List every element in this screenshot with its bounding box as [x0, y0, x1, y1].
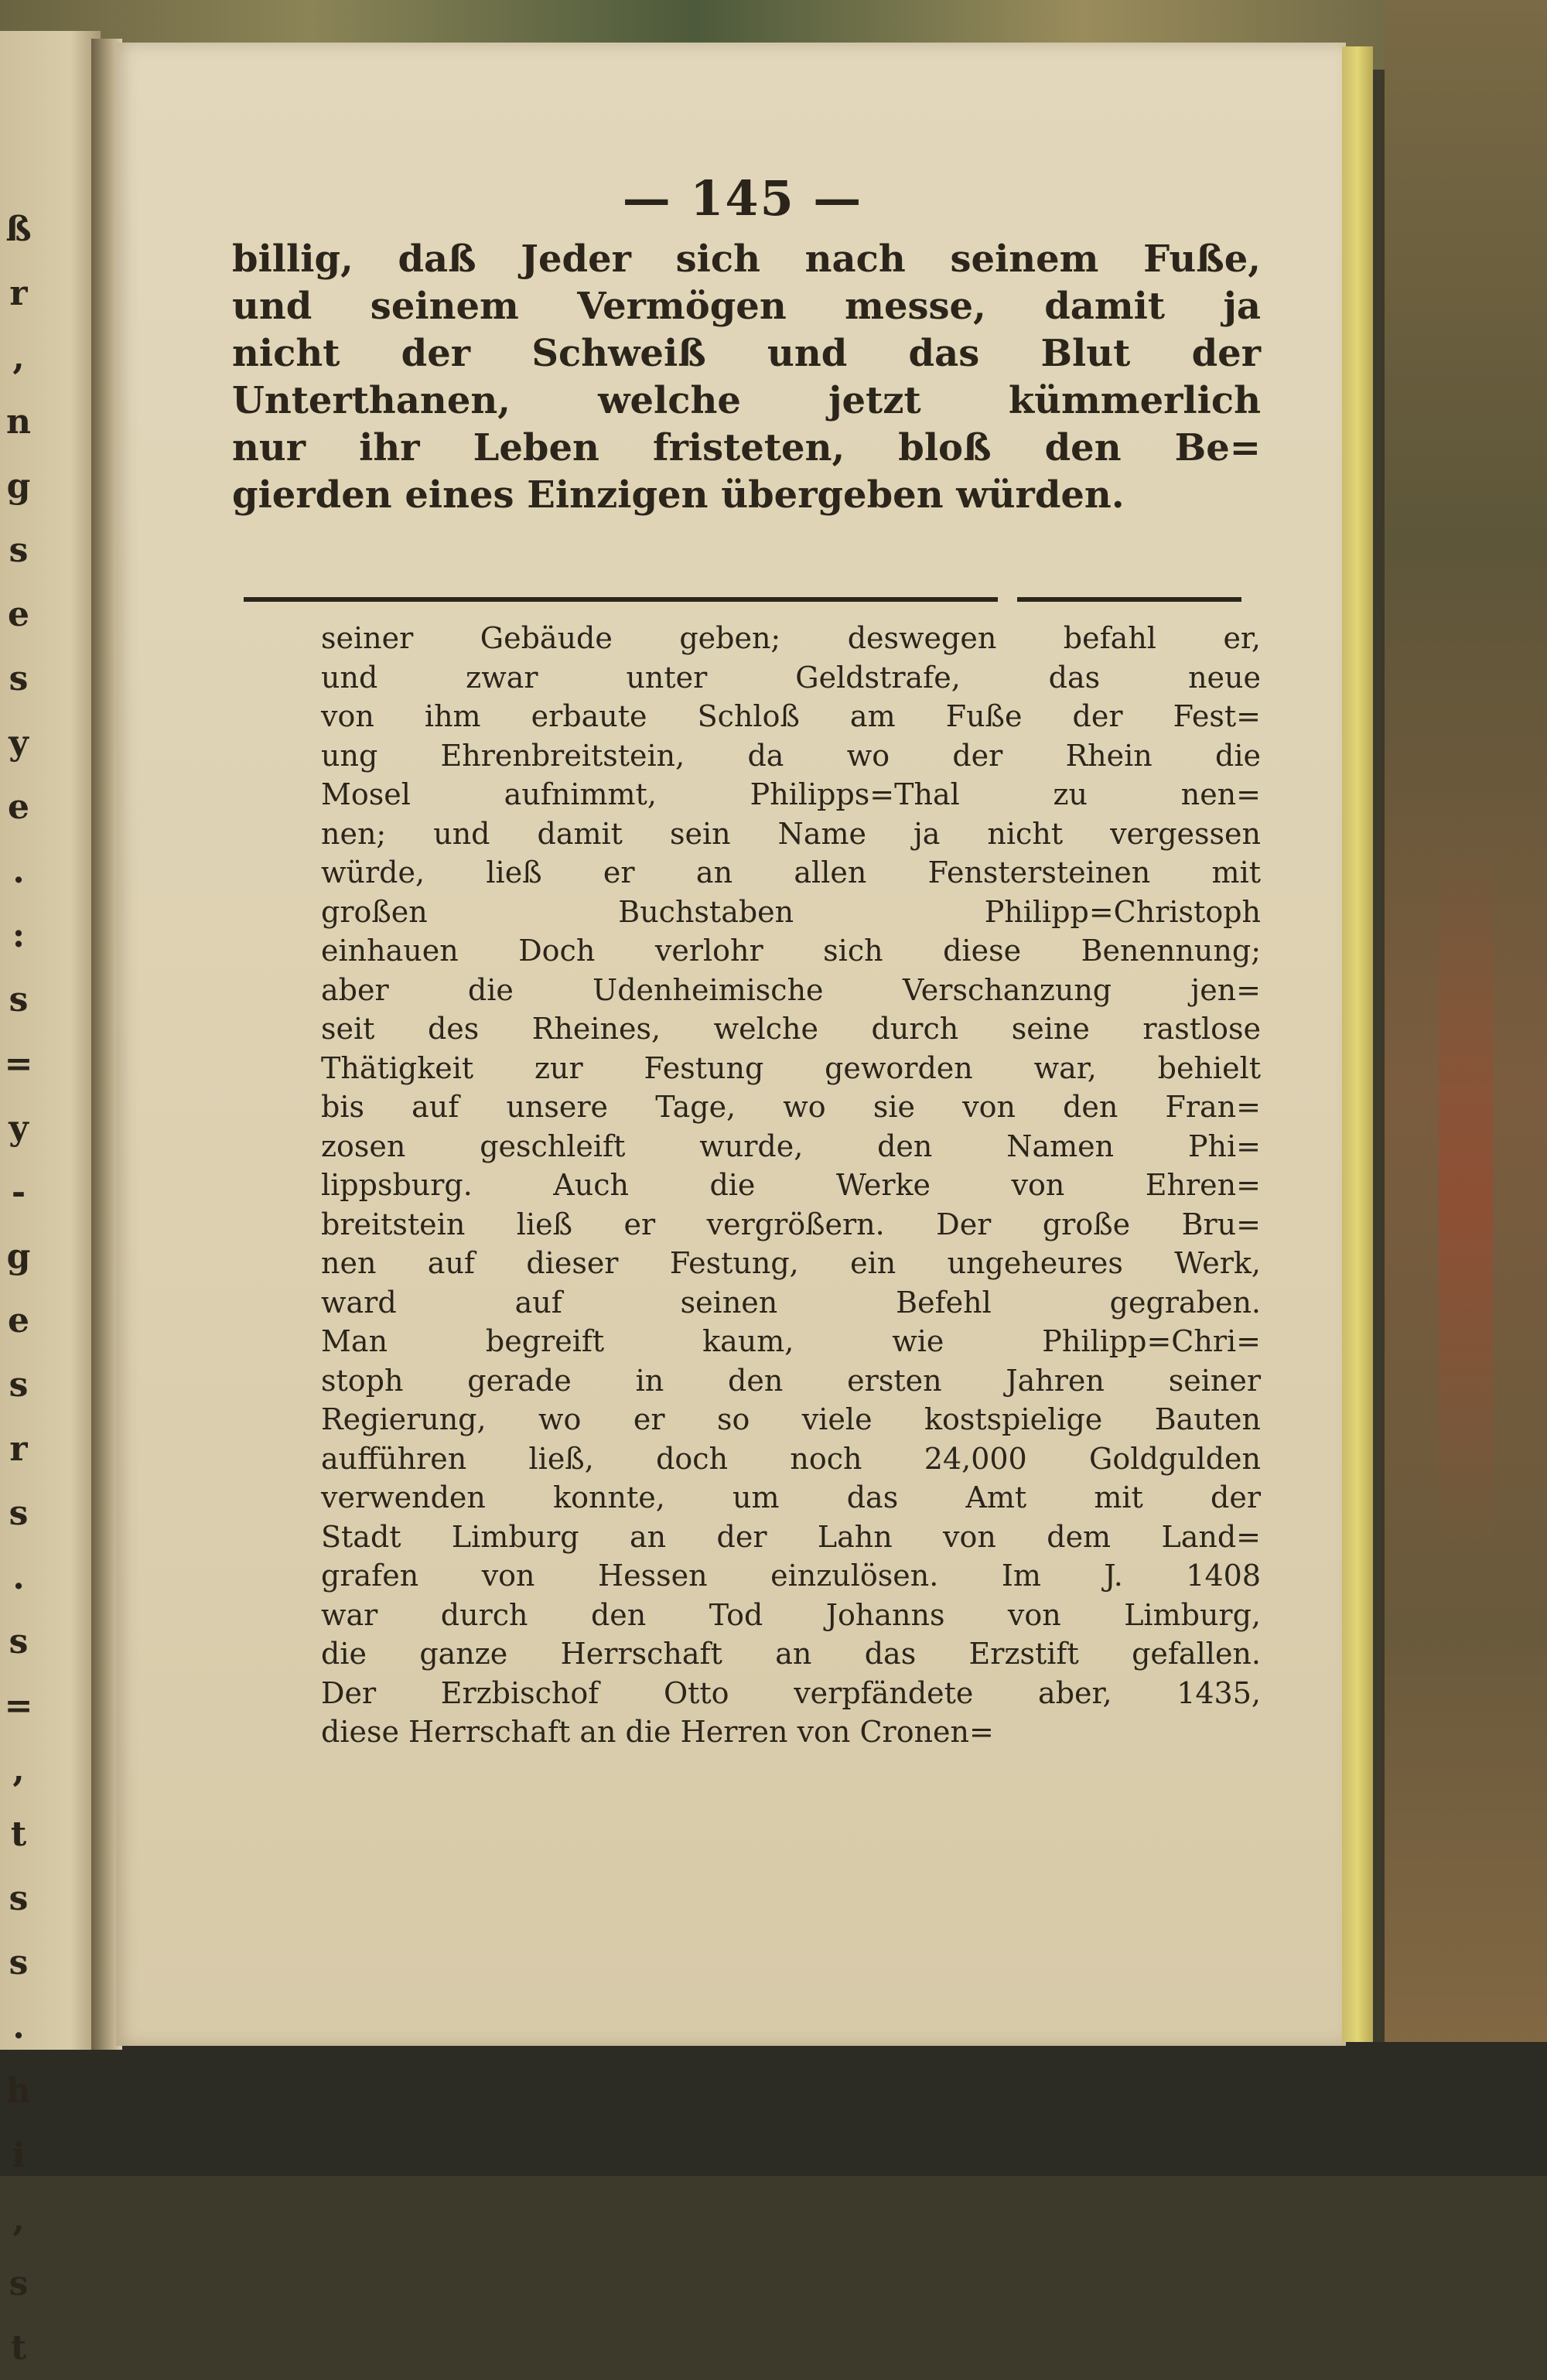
main-text-line: und seinem Vermögen messe, damit ja: [232, 285, 1261, 328]
margin-letter: ,: [12, 338, 25, 377]
footnote-line: aber die Udenheimische Verschanzung jen=: [321, 972, 1261, 1007]
margin-letter: =: [4, 1686, 33, 1726]
footnote-line: aufführen ließ, doch noch 24,000 Goldgulden: [321, 1441, 1261, 1476]
separator-rule-short: [1017, 597, 1241, 602]
margin-letter: s: [9, 531, 29, 570]
margin-letter: y: [9, 1108, 29, 1148]
margin-letter: t: [10, 1815, 27, 1854]
footnote-line: die ganze Herrschaft an das Erzstift gefallen.: [321, 1637, 1261, 1671]
margin-letter: g: [6, 466, 31, 506]
main-text-line: Unterthanen, welche jetzt kümmerlich: [232, 379, 1261, 422]
margin-letter: i: [12, 2136, 26, 2175]
footnote-line: verwenden konnte, um das Amt mit der: [321, 1480, 1261, 1514]
margin-letter: ß: [5, 210, 32, 249]
margin-letter: h: [6, 2071, 31, 2111]
margin-letter: s: [9, 980, 29, 1019]
footnote-line: Thätigkeit zur Festung geworden war, behielt: [321, 1050, 1261, 1085]
margin-letter: s: [9, 1494, 29, 1533]
margin-letter: r: [9, 274, 28, 313]
margin-letter: e: [8, 1301, 29, 1340]
margin-letter: .: [12, 2007, 25, 2047]
main-text-block: [232, 236, 1261, 519]
margin-letter: e: [8, 595, 29, 634]
main-text-line: nur ihr Leben fristeten, bloß den Be=: [232, 426, 1261, 470]
footnote-line: war durch den Tod Johanns von Limburg,: [321, 1597, 1261, 1632]
main-text-line: billig, daß Jeder sich nach seinem Fuße,: [232, 237, 1261, 281]
footnote-line: ward auf seinen Befehl gegraben.: [321, 1285, 1261, 1320]
margin-letter: s: [9, 1943, 29, 1982]
main-text-line: gierden eines Einzigen übergeben würden.: [232, 473, 1125, 517]
footnote-text-block: [321, 619, 1261, 1752]
footnote-line: würde, ließ er an allen Fenstersteinen mit: [321, 855, 1261, 890]
marble-vein: [1439, 851, 1493, 1547]
footnote-line: Stadt Limburg an der Lahn von dem Land=: [321, 1519, 1261, 1554]
margin-letter: s: [9, 1879, 29, 1918]
margin-letter: r: [9, 1429, 28, 1469]
main-text-line: nicht der Schweiß und das Blut der: [232, 332, 1261, 375]
margin-letter: .: [12, 852, 25, 891]
footnote-line: grafen von Hessen einzulösen. Im J. 1408: [321, 1559, 1261, 1593]
left-page-margin-text: [3, 197, 34, 2380]
margin-letter: g: [6, 1237, 31, 1276]
footnote-line: diese Herrschaft an die Herren von Cronen=: [321, 1715, 994, 1749]
footnote-line: und zwar unter Geldstrafe, das neue: [321, 660, 1261, 695]
margin-letter: ,: [12, 1750, 25, 1790]
background-bottom: [0, 2042, 1547, 2176]
margin-letter: =: [4, 1044, 33, 1084]
margin-letter: .: [12, 1558, 25, 1597]
footnote-line: Man begreift kaum, wie Philipp=Chri=: [321, 1324, 1261, 1358]
footnote-line: einhauen Doch verlohr sich diese Benennung;: [321, 934, 1261, 968]
margin-letter: -: [11, 1173, 26, 1212]
footnote-line: breitstein ließ er vergrößern. Der große Bru=: [321, 1207, 1261, 1241]
footnote-line: zosen geschleift wurde, den Namen Phi=: [321, 1129, 1261, 1163]
separator-rule-long: [244, 597, 998, 602]
margin-letter: n: [6, 402, 31, 442]
margin-letter: s: [9, 659, 29, 698]
footnote-line: seiner Gebäude geben; deswegen befahl er,: [321, 621, 1261, 655]
footnote-line: Mosel aufnimmt, Philipps=Thal zu nen=: [321, 777, 1261, 811]
margin-letter: s: [9, 1365, 29, 1405]
margin-letter: y: [9, 723, 29, 763]
margin-letter: t: [10, 2328, 27, 2368]
footnote-line: lippsburg. Auch die Werke von Ehren=: [321, 1168, 1261, 1202]
footnote-line: Der Erzbischof Otto verpfändete aber, 1435,: [321, 1675, 1261, 1710]
footnote-line: bis auf unsere Tage, wo sie von den Fran=: [321, 1090, 1261, 1124]
page-edge-gilt: [1342, 46, 1373, 2042]
footnote-line: Regierung, wo er so viele kostspielige Bauten: [321, 1402, 1261, 1436]
page-number: — 145 —: [622, 170, 863, 227]
footnote-line: seit des Rheines, welche durch seine rastlose: [321, 1012, 1261, 1046]
footnote-line: nen auf dieser Festung, ein ungeheures Werk,: [321, 1246, 1261, 1280]
margin-letter: ,: [12, 2200, 25, 2239]
footnote-line: großen Buchstaben Philipp=Christoph: [321, 894, 1261, 929]
footnote-line: stoph gerade in den ersten Jahren seiner: [321, 1363, 1261, 1398]
margin-letter: s: [9, 2264, 29, 2303]
margin-letter: :: [12, 916, 26, 955]
margin-letter: s: [9, 1622, 29, 1661]
footnote-line: von ihm erbaute Schloß am Fuße der Fest=: [321, 699, 1261, 733]
footnote-line: nen; und damit sein Name ja nicht vergessen: [321, 816, 1261, 851]
footnote-line: ung Ehrenbreitstein, da wo der Rhein die: [321, 738, 1261, 773]
margin-letter: e: [8, 787, 29, 827]
